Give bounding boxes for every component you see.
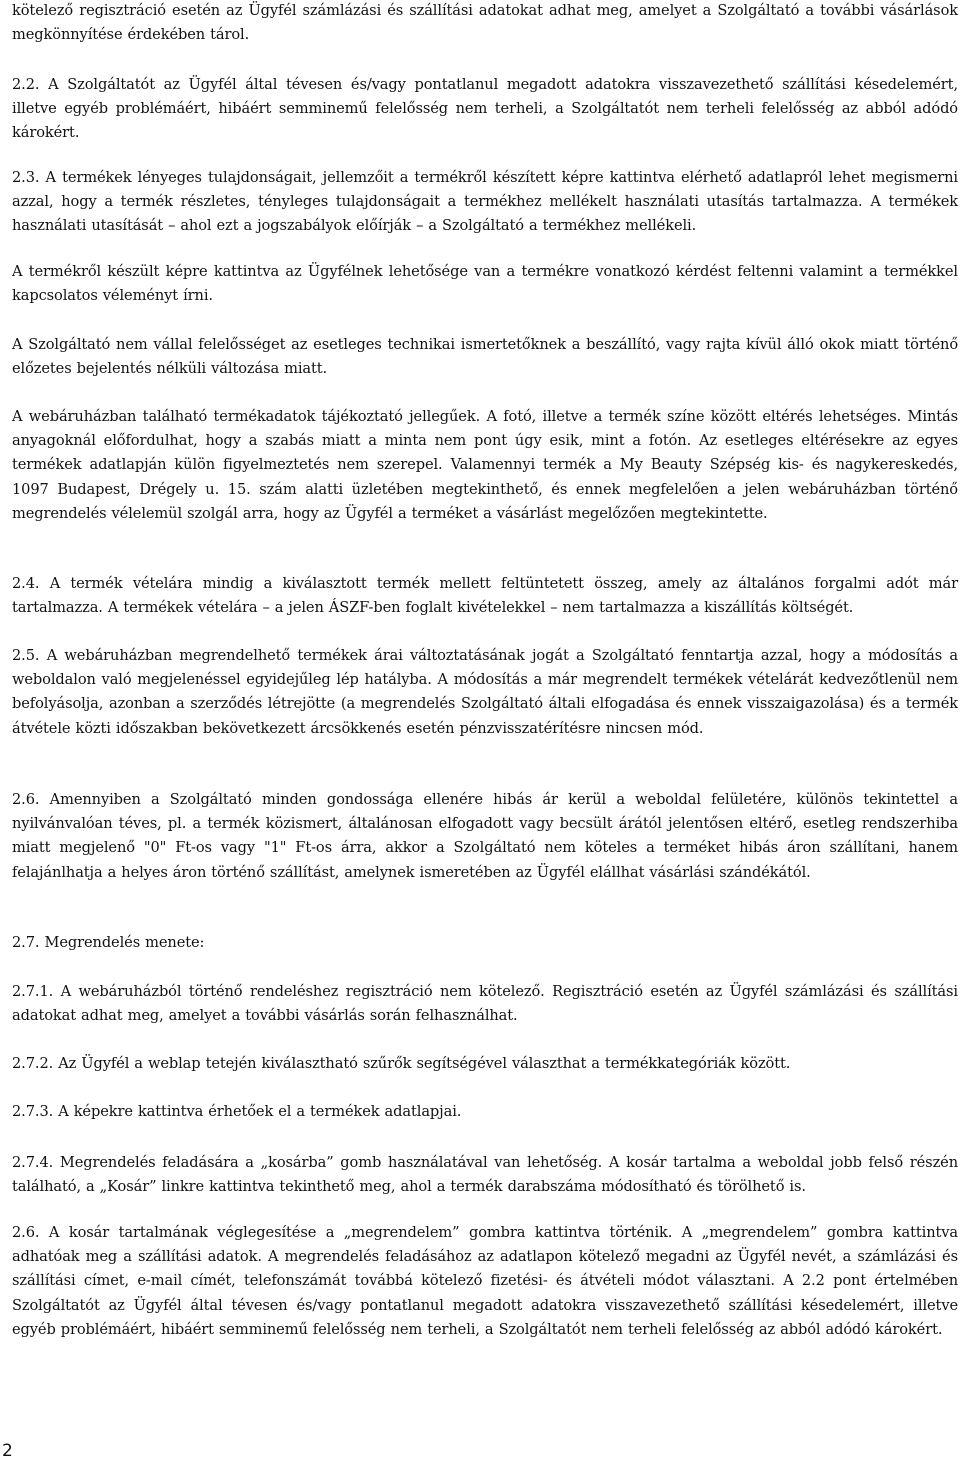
paragraph-2-3-product-properties: 2.3. A termékek lényeges tulajdonságait, jellemzőit a termékről készített képre kattintva elérhető adatlapról lehet megismerni azzal, hogy a termék részletes, tényleges tulajdonságait a termékhez mellékelt használati utasítás tartalmazza. A termékek használati utasítását – ahol ezt a jogszabályok előírják – a Szolgáltató a termékhez mellékeli. [12,169,958,235]
paragraph-2-6-wrong-price: 2.6. Amennyiben a Szolgáltató minden gondossága ellenére hibás ár kerül a weboldal felületére, különös tekintettel a nyilvánvalóan téves, pl. a termék közismert, általánosan elfogadott vagy becsült árától jelentősen eltérő, esetleg rendszerhiba miatt megjelenő "0" Ft-os vagy "1" Ft-os árra, akkor a Szolgáltató nem köteles a terméket hibás áron szállítani, hanem felajánlhatja a helyes áron történő szállítást, amelynek ismeretében az Ügyfél elállhat vásárlási szándékától. [12,791,958,881]
paragraph-product-data-informative: A webáruházban található termékadatok tájékoztató jellegűek. A fotó, illetve a termék színe között eltérés lehetséges. Mintás anyagoknál előfordulhat, hogy a szabás miatt a minta nem pont úgy esik, mint a fotón. Az esetleges eltérésekre az egyes termékek adatlapján külön figyelmeztetés nem szerepel. Valamennyi termék a My Beauty Szépség kis- és nagykereskedés, 1097 Budapest, Drégely u. 15. szám alatti üzletében megtekinthető, és ennek megfelelően a jelen webáruházban történő megrendelés vélelemül szolgál arra, hogy az Ügyfél a terméket a vásárlást megelőzően megtekintette. [12,408,958,522]
paragraph-2-7-3-product-pages: 2.7.3. A képekre kattintva érhetőek el a termékek adatlapjai. [12,1103,462,1120]
paragraph-2-7-1-registration: 2.7.1. A webáruházból történő rendeléshez regisztráció nem kötelező. Regisztráció esetén az Ügyfél számlázási és szállítási adatokat adhat meg, amelyet a további vásárlás során felhasználhat. [12,983,958,1025]
paragraph-2-7-2-filters: 2.7.2. Az Ügyfél a weblap tetején kiválasztható szűrők segítségével választhat a termékkategóriák között. [12,1055,791,1072]
paragraph-product-questions: A termékről készült képre kattintva az Ügyfélnek lehetősége van a termékre vonatkozó kérdést feltenni valamint a termékkel kapcsolatos véleményt írni. [12,263,958,305]
page-number: 2 [2,1441,13,1461]
heading-2-7-order-process: 2.7. Megrendelés menete: [12,934,205,951]
paragraph-registration-continued: kötelező regisztráció esetén az Ügyfél számlázási és szállítási adatokat adhat meg, amelyet a Szolgáltató a további vásárlások megkönnyítése érdekében tárol. [12,2,958,44]
paragraph-2-2-liability: 2.2. A Szolgáltatót az Ügyfél által tévesen és/vagy pontatlanul megadott adatokra visszavezethető szállítási késedelemért, illetve egyéb problémáért, hibáért semminemű felelősség nem terheli, a Szolgáltatót nem terheli felelősség az abból adódó károkért. [12,76,958,142]
paragraph-2-7-4-cart: 2.7.4. Megrendelés feladására a „kosárba” gomb használatával van lehetőség. A kosár tartalma a weboldal jobb felső részén található, a „Kosár” linkre kattintva tekinthető meg, ahol a termék darabszáma módosítható és törölhető is. [12,1154,958,1196]
paragraph-technical-info-liability: A Szolgáltató nem vállal felelősséget az esetleges technikai ismertetőknek a beszállító, vagy rajta kívül álló okok miatt történő előzetes bejelentés nélküli változása miatt. [12,336,958,378]
paragraph-2-5-price-changes: 2.5. A webáruházban megrendelhető termékek árai változtatásának jogát a Szolgáltató fenntartja azzal, hogy a módosítás a weboldalon való megjelenéssel egyidejűleg lép hatályba. A módosítás a már megrendelt termékek vételárát kedvezőtlenül nem befolyásolja, azonban a szerződés létrejötte (a megrendelés Szolgáltató általi elfogadása és ennek visszaigazolása) és a termék átvétele közti időszakban bekövetkezett árcsökkenés esetén pénzvisszatérítésre nincsen mód. [12,647,958,737]
paragraph-2-6-checkout: 2.6. A kosár tartalmának véglegesítése a „megrendelem” gombra kattintva történik. A „megrendelem” gombra kattintva adhatóak meg a szállítási adatok. A megrendelés feladásához az adatlapon kötelező megadni az Ügyfél nevét, a számlázási és szállítási címet, e-mail címét, telefonszámát továbbá kötelező fizetési- és átvételi módot választani. A 2.2 pont értelmében Szolgáltatót az Ügyfél által tévesen és/vagy pontatlanul megadott adatokra visszavezethető szállítási késedelemért, illetve egyéb problémáért, hibáért semminemű felelősség nem terheli, a Szolgáltatót nem terheli felelősség az abból adódó károkért. [12,1224,958,1338]
paragraph-2-4-price: 2.4. A termék vételára mindig a kiválasztott termék mellett feltüntetett összeg, amely az általános forgalmi adót már tartalmazza. A termékek vételára – a jelen ÁSZF-ben foglalt kivételekkel – nem tartalmazza a kiszállítás költségét. [12,575,958,617]
